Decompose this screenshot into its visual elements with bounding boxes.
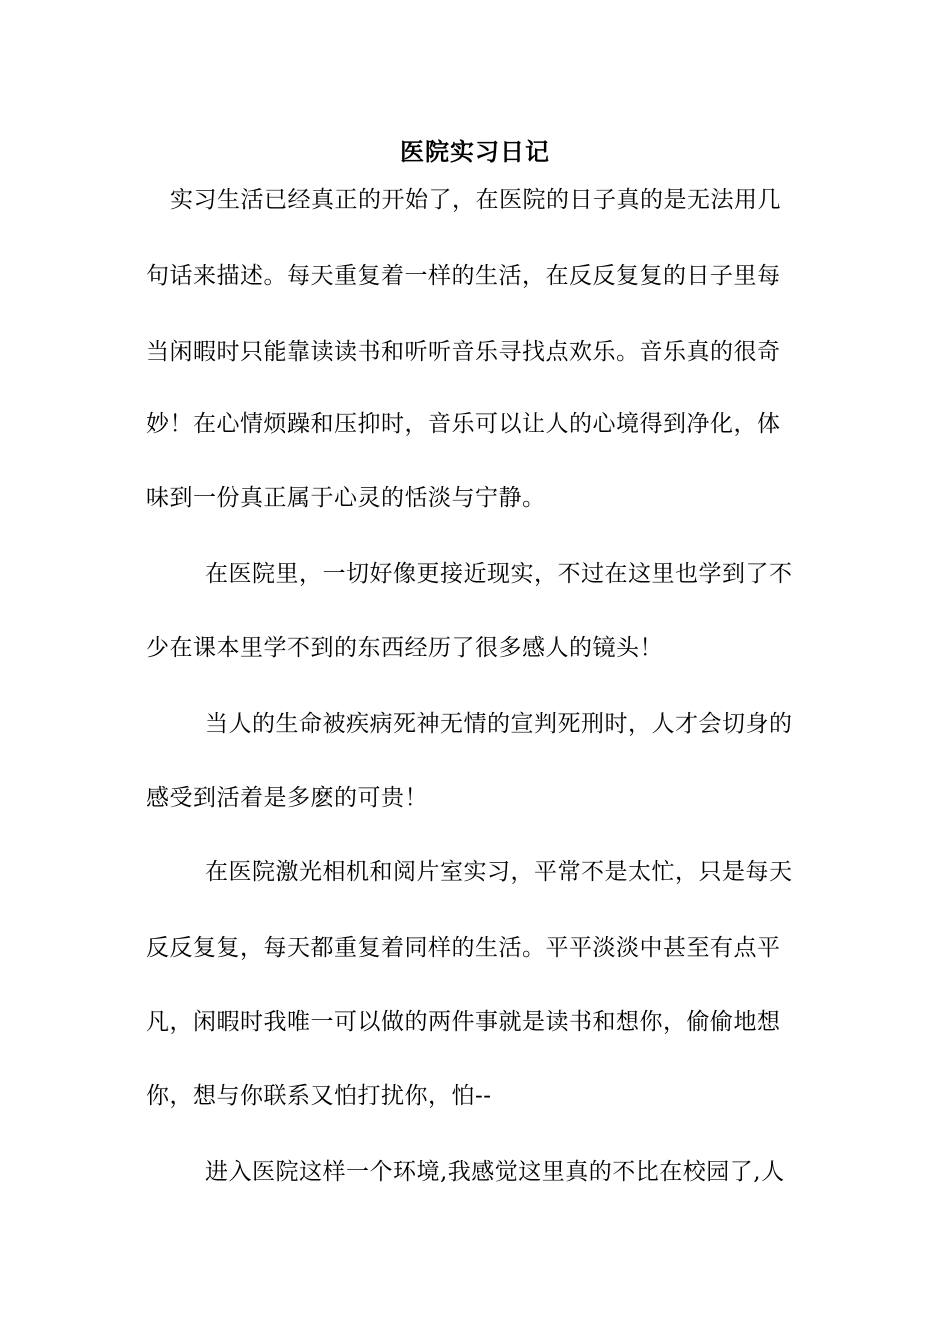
document-title: 医院实习日记	[400, 137, 550, 166]
text-line: 在医院激光相机和阅片室实习，平常不是太忙，只是每天	[205, 859, 793, 885]
text-line: 进入医院这样一个环境,我感觉这里真的不比在校园了,人	[205, 1159, 785, 1185]
text-line: 味到一份真正属于心灵的恬淡与宁静。	[146, 485, 546, 511]
text-line: 句话来描述。每天重复着一样的生活，在反反复复的日子里每	[146, 263, 781, 289]
text-line: 反反复复，每天都重复着同样的生活。平平淡淡中甚至有点平	[146, 935, 781, 961]
text-line: 感受到活着是多麽的可贵！	[146, 785, 428, 811]
text-line: 凡，闲暇时我唯一可以做的两件事就是读书和想你，偷偷地想	[146, 1009, 781, 1035]
text-line: 当人的生命被疾病死神无情的宣判死刑时，人才会切身的	[205, 711, 793, 737]
text-line: 少在课本里学不到的东西经历了很多感人的镜头！	[146, 635, 663, 661]
text-line: 你，想与你联系又怕打扰你，怕--	[146, 1083, 492, 1109]
text-line: 在医院里，一切好像更接近现实，不过在这里也学到了不	[205, 561, 793, 587]
text-line: 妙！在心情烦躁和压抑时，音乐可以让人的心境得到净化，体	[146, 411, 781, 437]
text-line: 实习生活已经真正的开始了，在医院的日子真的是无法用几	[170, 187, 781, 213]
text-line: 当闲暇时只能靠读读书和听听音乐寻找点欢乐。音乐真的很奇	[146, 339, 781, 365]
